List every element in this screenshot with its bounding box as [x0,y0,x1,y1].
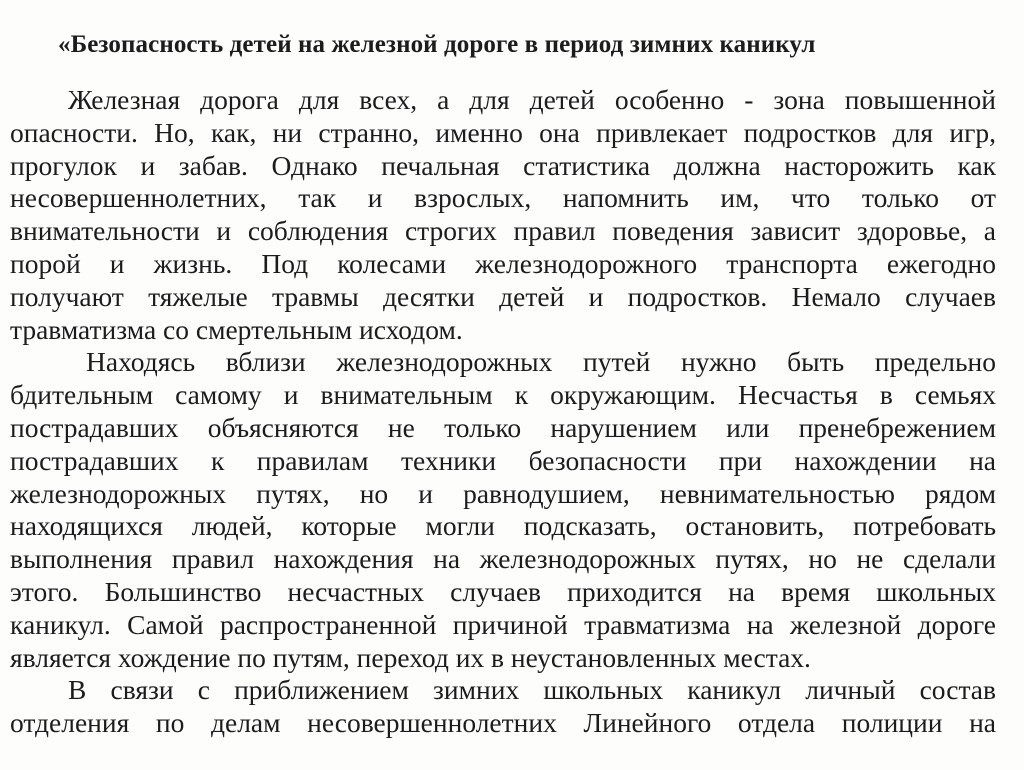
text-line: бдительным самому и внимательным к окружающим. Несчастья в семьях [10,379,996,411]
text-line: получают тяжелые травмы десятки детей и подростков. Немало случаев [10,280,996,312]
text-line: находящихся людей, которые могли подсказать, остановить, потребовать [10,510,996,542]
text-line: опасности. Но, как, ни странно, именно она привлекает подростков для игр, [10,116,996,148]
text-line: Находясь вблизи железнодорожных путей нужно быть предельно [86,346,996,378]
paragraph-3 [10,674,996,740]
text-line: внимательности и соблюдения строгих правил поведения зависит здоровье, а [10,215,996,247]
text-line: этого. Большинство несчастных случаев приходится на время школьных [10,575,996,607]
text-line: прогулок и забав. Однако печальная статистика должна насторожить как [10,149,996,181]
text-line: отделения по делам несовершеннолетних Линейного отдела полиции на [10,707,996,739]
text-line: выполнения правил нахождения на железнодорожных путях, но не сделали [10,543,996,575]
text-line: является хождение по путям, переход их в неустановленных местах. [10,641,811,673]
text-line: В связи с приближением зимних школьных каникул личный состав [68,674,996,706]
document-title: «Безопасность детей на железной дороге в период зимних каникул [58,31,816,58]
paragraph-1 [10,84,996,346]
text-line: пострадавших объясняются не только нарушением или пренебрежением [10,411,996,443]
text-line: несовершеннолетних, так и взрослых, напомнить им, что только от [10,182,996,214]
text-line: пострадавших к правилам техники безопасности при нахождении на [10,444,996,476]
text-line: травматизма со смертельным исходом. [10,313,463,345]
text-line: каникул. Самой распространенной причиной травматизма на железной дороге [10,608,996,640]
text-line: Железная дорога для всех, а для детей особенно - зона повышенной [68,84,996,115]
text-line: порой и жизнь. Под колесами железнодорожного транспорта ежегодно [10,247,996,279]
paragraph-2 [10,346,996,674]
text-line: железнодорожных путях, но и равнодушием, невнимательностью рядом [10,477,996,509]
document-body [10,84,996,740]
